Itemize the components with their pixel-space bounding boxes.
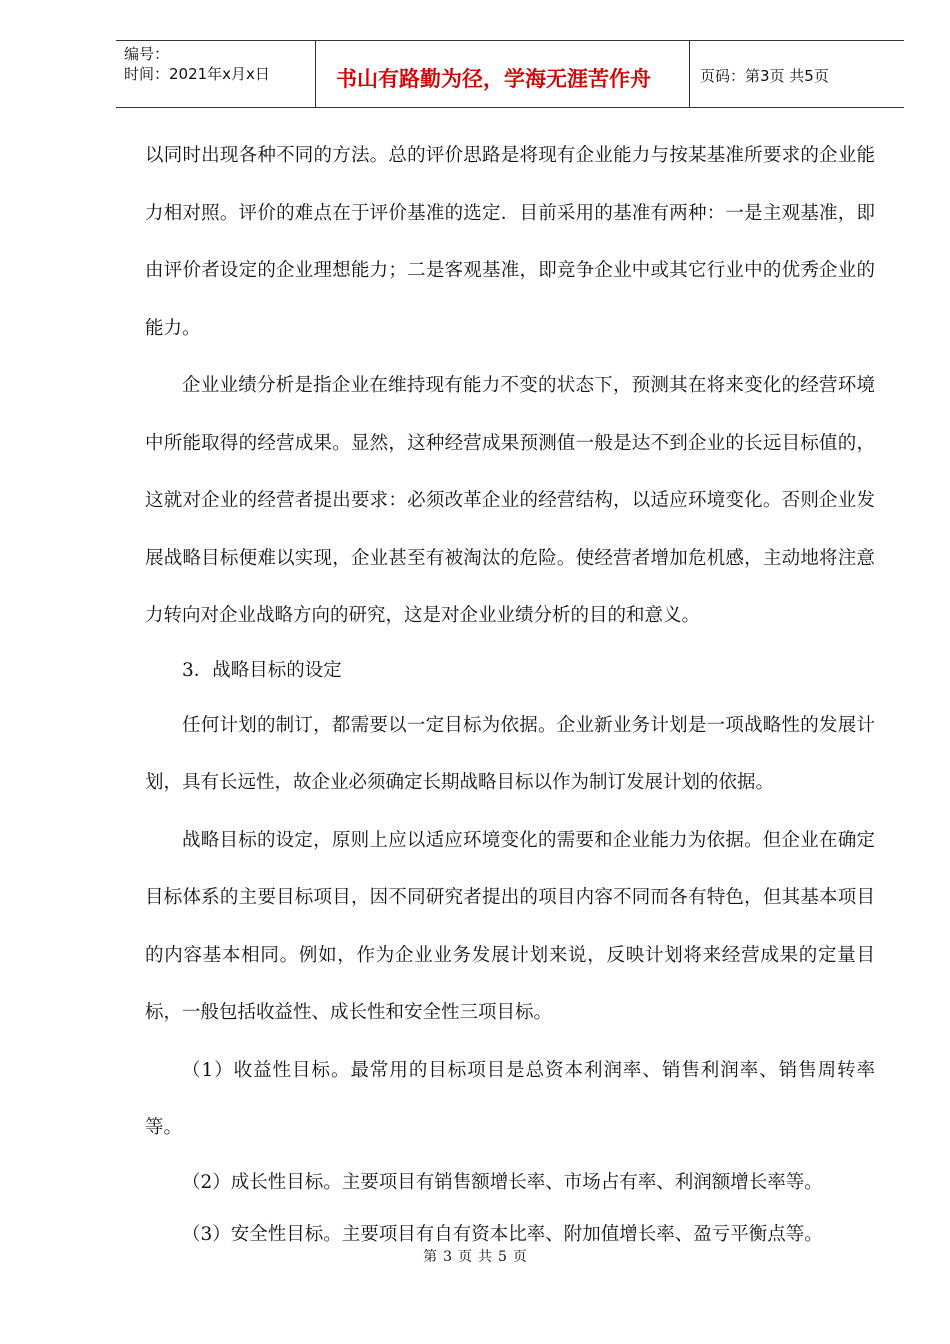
document-body (145, 127, 875, 1261)
header-page-info: 页码：第3页 共5页 (700, 67, 829, 85)
footer-text-ye: 页 (458, 1249, 472, 1265)
list-item-safety: （3）安全性目标。主要项目有自有资本比率、附加值增长率、盈亏平衡点等。 (182, 1223, 823, 1245)
footer-text-di: 第 (423, 1249, 438, 1265)
paragraph-planning-basis: 任何计划的制订，都需要以一定目标为依据。企业新业务计划是一项战略性的发展计划，具有长远性，故企业必须确定长期战略目标以作为制订发展计划的依据。 (145, 714, 875, 793)
paragraph-goal-setting: 战略目标的设定，原则上应以适应环境变化的需要和企业能力为依据。但企业在确定目标体系的主要目标项目，因不同研究者提出的项目内容不同而各有特色，但其基本项目的内容基本相同。例如，作为企业业务发展计划来说，反映计划将来经营成果的定量目标，一般包括收益性、成长性和安全性三项目标。 (145, 829, 875, 1023)
footer-text-gong: 共 (478, 1249, 492, 1265)
footer-current-page: 3 (443, 1249, 452, 1265)
header-motto: 书山有路勤为径，学海无涯苦作舟 (336, 67, 651, 91)
footer-total-pages: 5 (498, 1249, 507, 1265)
paragraph-continued: 以同时出现各种不同的方法。总的评价思路是将现有企业能力与按某基准所要求的企业能力相对照。评价的难点在于评价基准的选定．目前采用的基准有两种：一是主观基准，即由评价者设定的企业理想能力；二是客观基准，即竞争企业中或其它行业中的优秀企业的能力。 (145, 145, 875, 339)
header-motto-cell (316, 41, 690, 107)
page-header-table (116, 40, 904, 108)
section-heading-strategic-goals: 3．战略目标的设定 (182, 659, 342, 681)
header-page-cell (690, 41, 904, 107)
document-number-label: 编号： (124, 45, 170, 63)
page-footer (0, 1246, 950, 1266)
paragraph-performance-analysis: 企业业绩分析是指企业在维持现有能力不变的状态下，预测其在将来变化的经营环境中所能取得的经营成果。显然，这种经营成果预测值一般是达不到企业的长远目标值的，这就对企业的经营者提出要求：必须改革企业的经营结构，以适应环境变化。否则企业发展战略目标便难以实现，企业甚至有被淘汰的危险。使经营者增加危机感，主动地将注意力转向对企业战略方向的研究，这是对企业业绩分析的目的和意义。 (145, 375, 875, 626)
header-meta-cell (116, 41, 316, 107)
list-item-profitability: （1）收益性目标。最常用的目标项目是总资本利润率、销售利润率、销售周转率等。 (145, 1059, 875, 1138)
list-item-growth: （2）成长性目标。主要项目有销售额增长率、市场占有率、利润额增长率等。 (182, 1171, 823, 1193)
document-time-label: 时间：2021年x月x日 (124, 65, 270, 83)
footer-text-ye2: 页 (512, 1249, 527, 1265)
